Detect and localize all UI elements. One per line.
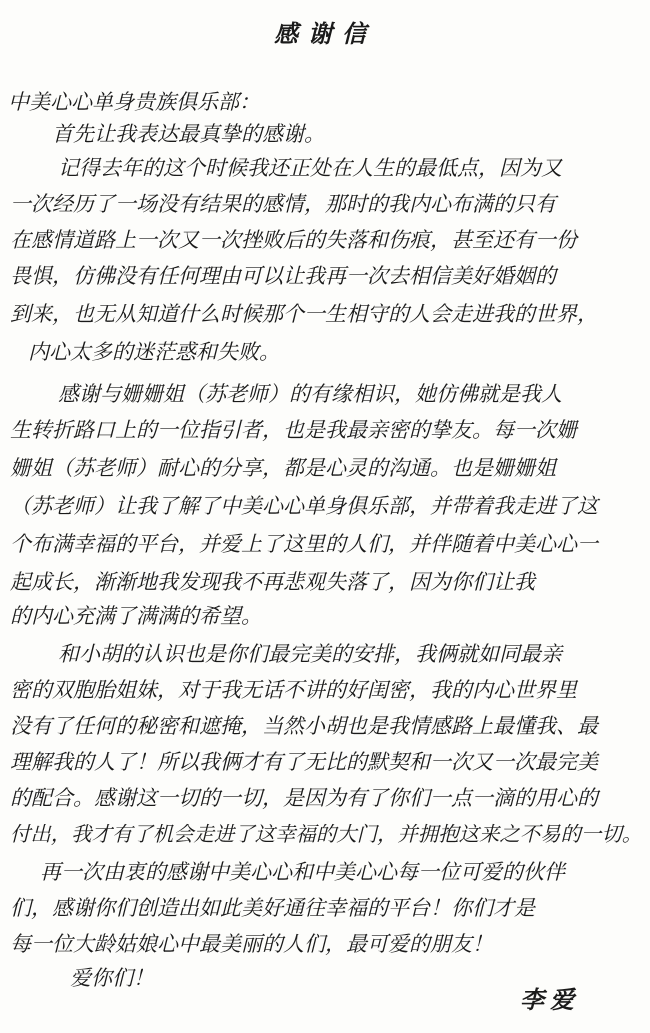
letter-line: 生转折路口上的一位指引者，也是我最亲密的挚友。每一次姗: [10, 418, 577, 442]
letter-salutation: 中美心心单身贵族俱乐部：: [8, 90, 260, 114]
letter-line: 密的双胞胎姐妹，对于我无话不讲的好闺密，我的内心世界里: [10, 678, 577, 702]
letter-line: 的配合。感谢这一切的一切，是因为有了你们一点一滴的用心的: [10, 786, 598, 810]
letter-line: 畏惧，仿佛没有任何理由可以让我再一次去相信美好婚姻的: [10, 264, 556, 288]
letter-closing: 爱你们！: [70, 966, 154, 990]
letter-line: （苏老师）让我了解了中美心心单身俱乐部，并带着我走进了这: [10, 494, 598, 518]
letter-line: 和小胡的认识也是你们最完美的安排，我俩就如同最亲: [58, 642, 562, 666]
letter-line: 内心太多的迷茫惑和失败。: [28, 340, 280, 364]
letter-line: 起成长，渐渐地我发现我不再悲观失落了，因为你们让我: [10, 570, 535, 594]
letter-line: 付出，我才有了机会走进了这幸福的大门，并拥抱这来之不易的一切。: [10, 822, 643, 846]
letter-line: 感谢与姗姗姐（苏老师）的有缘相识，她仿佛就是我人: [58, 382, 562, 406]
letter-line: 一次经历了一场没有结果的感情，那时的我内心布满的只有: [10, 192, 556, 216]
letter-line: 记得去年的这个时候我还正处在人生的最低点，因为又: [58, 156, 562, 180]
letter-line: 没有了任何的秘密和遮掩，当然小胡也是我情感路上最懂我、最: [10, 714, 598, 738]
letter-line: 姗姐（苏老师）耐心的分享，都是心灵的沟通。也是姗姗姐: [10, 456, 556, 480]
letter-line: 在感情道路上一次又一次挫败后的失落和伤痕，甚至还有一份: [10, 228, 577, 252]
letter-line: 个布满幸福的平台，并爱上了这里的人们，并伴随着中美心心一: [10, 532, 598, 556]
letter-line: 理解我的人了！所以我俩才有了无比的默契和一次又一次最完美: [10, 750, 598, 774]
letter-line: 到来，也无从知道什么时候那个一生相守的人会走进我的世界，: [10, 302, 598, 326]
letter-line: 的内心充满了满满的希望。: [10, 604, 262, 628]
letter-line: 们，感谢你们创造出如此美好通往幸福的平台！你们才是: [10, 896, 535, 920]
letter-line: 每一位大龄姑娘心中最美丽的人们，最可爱的朋友！: [10, 932, 493, 956]
letter-line: 首先让我表达最真挚的感谢。: [52, 122, 325, 146]
signature: 李爱: [520, 985, 580, 1014]
letter-line: 再一次由衷的感谢中美心心和中美心心每一位可爱的伙伴: [40, 860, 565, 884]
letter-title: 感谢信: [274, 19, 376, 48]
